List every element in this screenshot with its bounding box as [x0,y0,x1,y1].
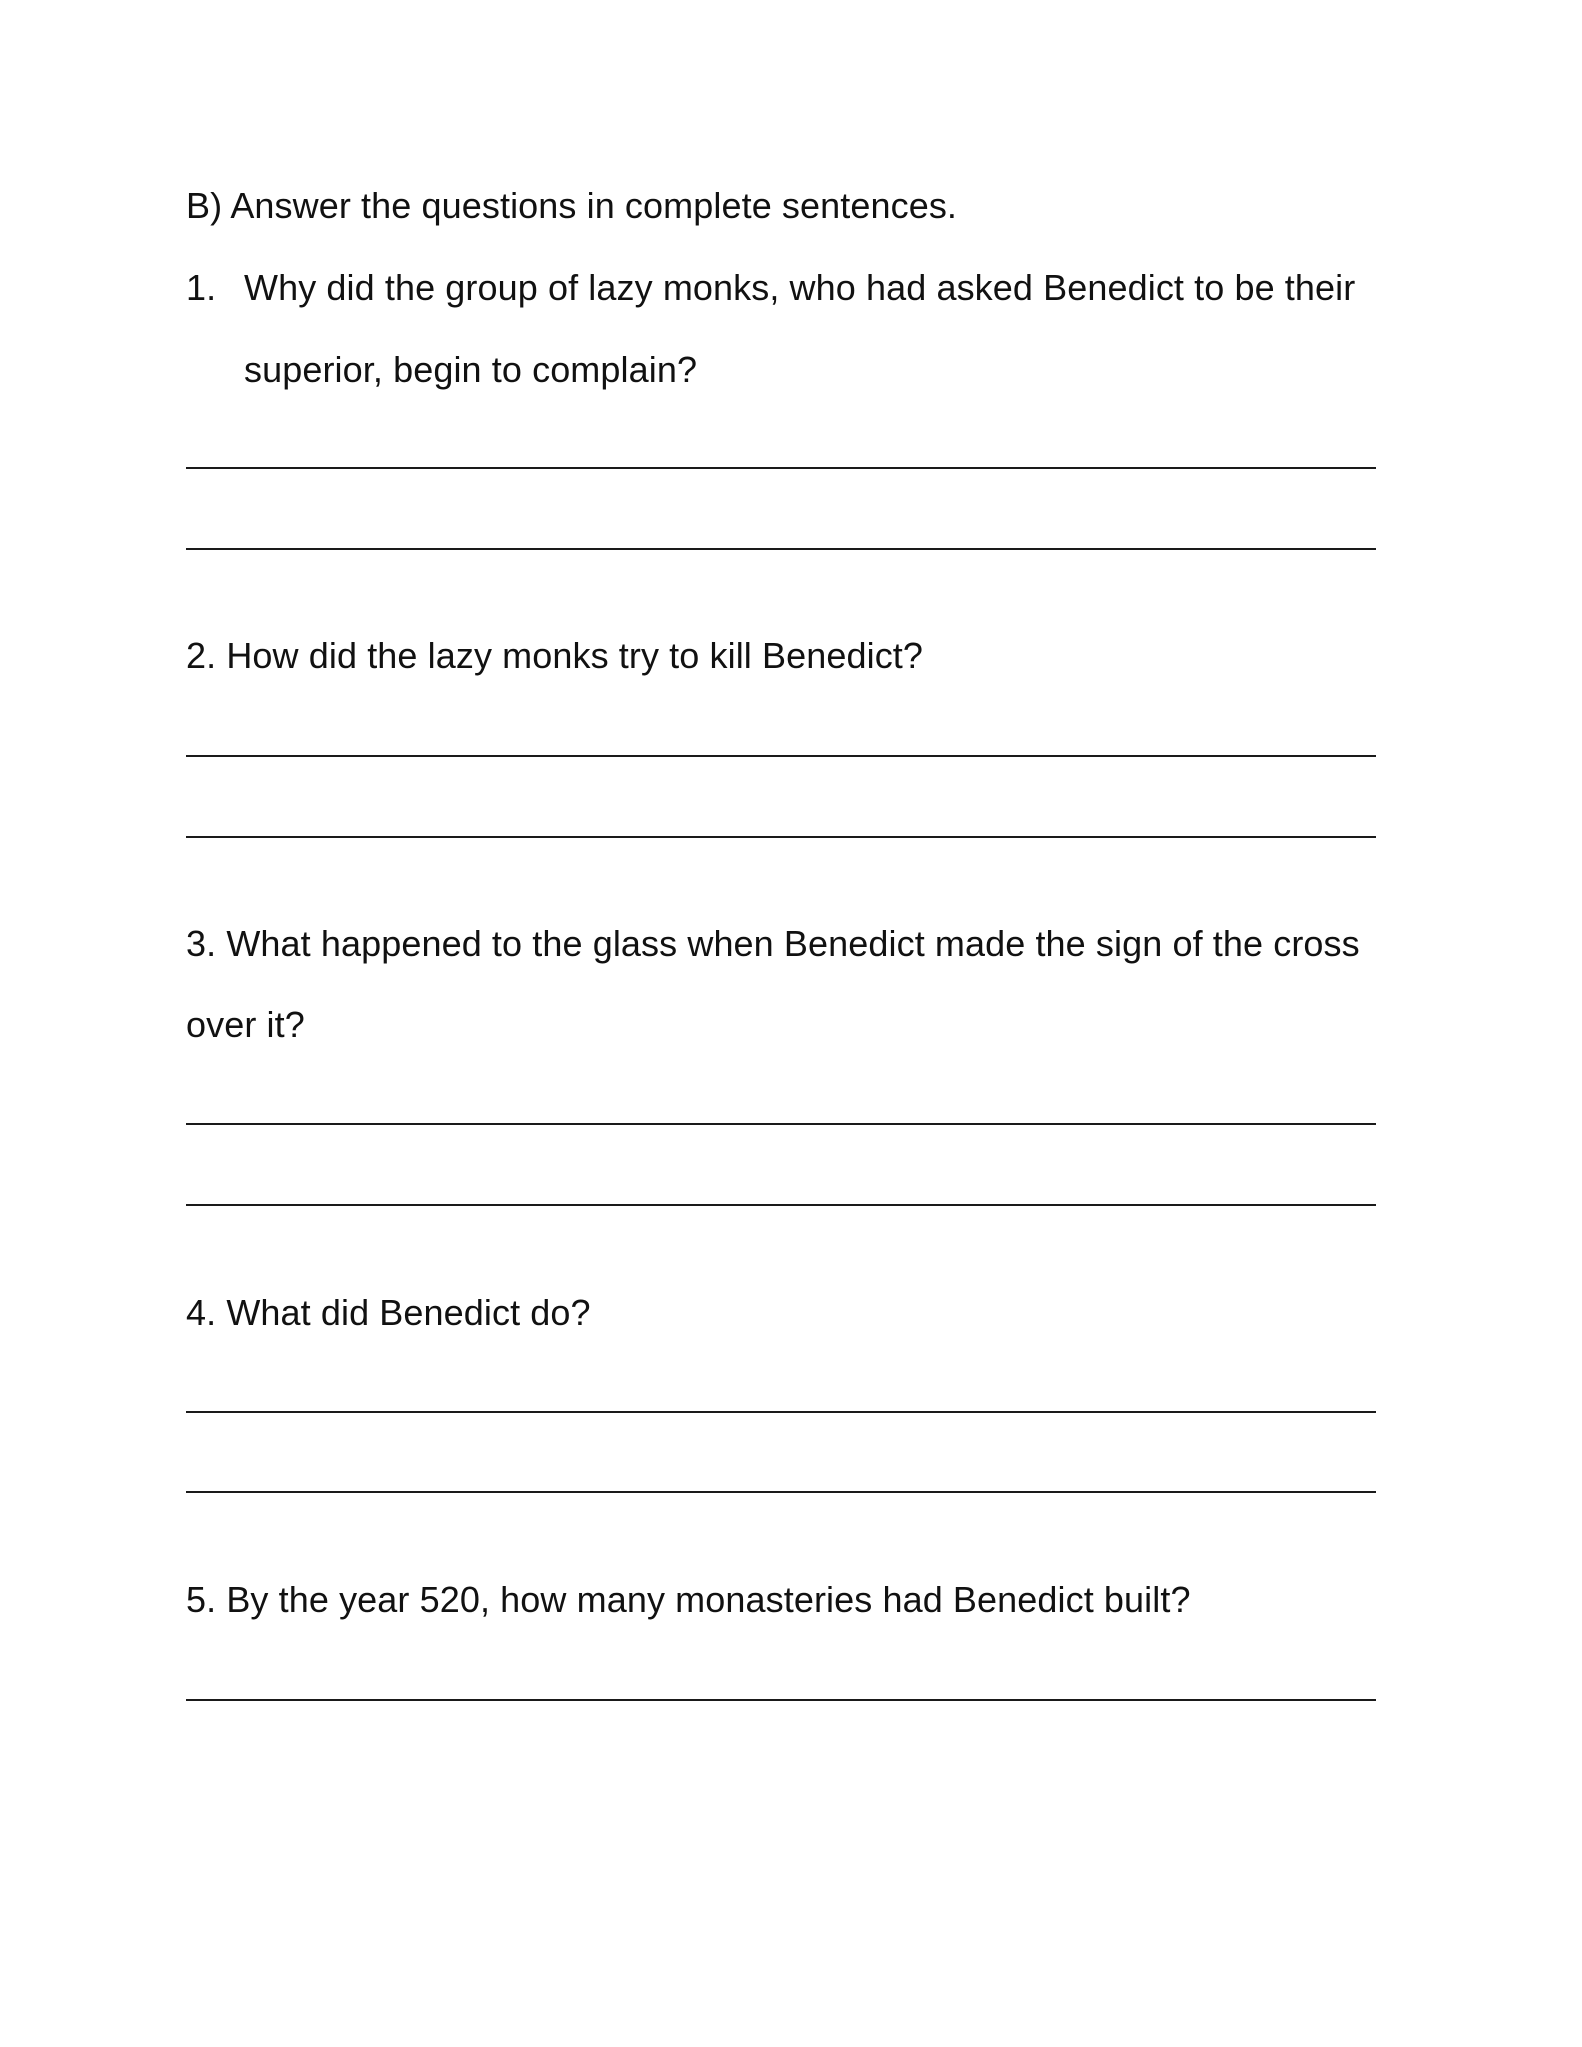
question-3-text-line-2: over it? [186,1004,305,1045]
question-1-text-line-2: superior, begin to complain? [244,349,698,390]
question-2-text: 2. How did the lazy monks try to kill Benedict? [186,635,924,676]
question-4-text: 4. What did Benedict do? [186,1292,591,1333]
question-1-answer-line-1[interactable] [186,467,1376,469]
question-5-text: 5. By the year 520, how many monasteries had Benedict built? [186,1579,1191,1620]
question-2-answer-line-1[interactable] [186,755,1376,757]
question-3-text-line-1: 3. What happened to the glass when Benedict made the sign of the cross [186,923,1360,964]
question-4-answer-line-1[interactable] [186,1411,1376,1413]
question-2-answer-line-2[interactable] [186,836,1376,838]
question-1-number: 1. [186,267,217,308]
instruction-heading: B) Answer the questions in complete sentences. [186,185,958,226]
question-5-answer-line-1[interactable] [186,1699,1376,1701]
question-4-answer-line-2[interactable] [186,1491,1376,1493]
question-1-answer-line-2[interactable] [186,548,1376,550]
question-3-answer-line-1[interactable] [186,1123,1376,1125]
question-3-answer-line-2[interactable] [186,1204,1376,1206]
question-1-text-line-1: Why did the group of lazy monks, who had asked Benedict to be their [244,267,1356,308]
